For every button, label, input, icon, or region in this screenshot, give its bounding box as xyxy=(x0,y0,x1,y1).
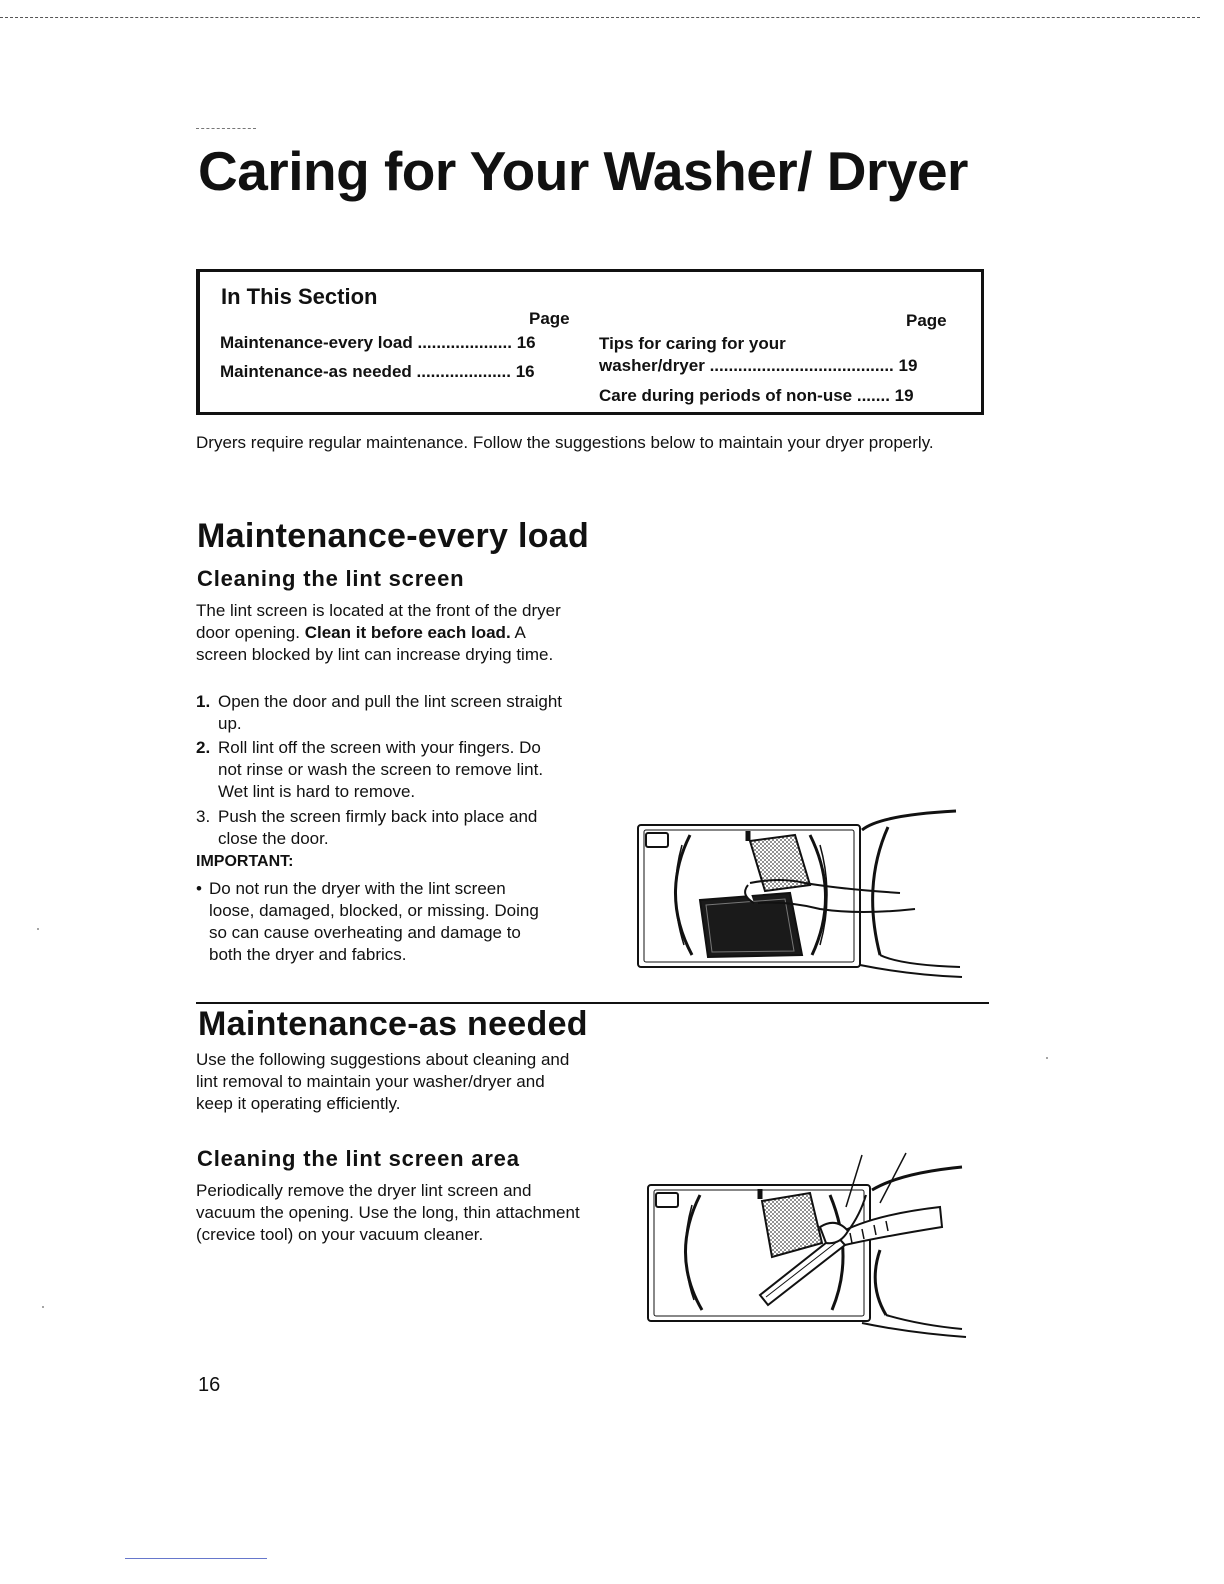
toc-entry-dots: ....... xyxy=(856,386,890,405)
subheading-lint-screen: Cleaning the lint screen xyxy=(197,566,465,591)
intro-text-cont: A screen blocked by lint can increase drying time. xyxy=(196,623,554,664)
intro-paragraph: Dryers require regular maintenance. Follow the suggestions below to maintain your dryer properly. xyxy=(196,433,934,452)
scan-speck xyxy=(1046,1057,1048,1059)
lint-screen-illustration xyxy=(630,805,970,980)
toc-entry-as-needed[interactable] xyxy=(220,362,535,382)
toc-page-label-right: Page xyxy=(906,311,947,330)
toc-entry-page: 16 xyxy=(515,362,535,381)
intro-bold-text: Clean it before each load. xyxy=(304,623,511,642)
toc-entry-dots: .................... xyxy=(417,333,512,352)
scan-speck xyxy=(37,928,39,930)
step-number: 1. xyxy=(196,692,211,711)
toc-page-label-left: Page xyxy=(529,309,570,328)
toc-entry-label-cont: washer/dryer xyxy=(599,356,705,375)
toc-heading: In This Section xyxy=(221,284,378,309)
toc-entry-dots: ....................................... xyxy=(709,356,894,375)
toc-entry-dots: .................... xyxy=(416,362,511,381)
toc-entry-label: Maintenance-every load xyxy=(220,333,413,352)
toc-entry-page: 16 xyxy=(516,333,536,352)
lint-screen-area-text: Periodically remove the dryer lint screen and vacuum the opening. Use the long, thin attachment (crevice tool) on your vacuum cleaner. xyxy=(196,1181,580,1244)
toc-entry-page: 19 xyxy=(898,356,918,375)
intro-text: The lint screen is located at the front of the dryer door opening. xyxy=(196,601,561,642)
as-needed-intro: Use the following suggestions about cleaning and lint removal to maintain your washer/dryer and keep it operating efficiently. xyxy=(196,1050,570,1113)
toc-entry-every-load[interactable] xyxy=(220,333,536,353)
page-title: Caring for Your Washer/ Dryer xyxy=(198,140,968,202)
footer-rule xyxy=(125,1558,267,1559)
section-heading-every-load: Maintenance-every load xyxy=(197,517,590,555)
section-divider xyxy=(196,1002,989,1004)
toc-entry-non-use[interactable] xyxy=(599,386,914,406)
lint-screen-intro xyxy=(196,600,571,666)
section-heading-as-needed: Maintenance-as needed xyxy=(198,1005,588,1043)
important-text: Do not run the dryer with the lint screen loose, damaged, blocked, or missing. Doing so can cause overheating and damage to both the dryer and fabrics. xyxy=(209,879,539,964)
bullet: • xyxy=(196,879,202,898)
toc-entry-label: Maintenance-as needed xyxy=(220,362,412,381)
vacuum-illustration xyxy=(640,1145,970,1340)
important-label: IMPORTANT: xyxy=(196,853,294,870)
step-text: Roll lint off the screen with your fingers. Do not rinse or wash the screen to remove lint. Wet lint is hard to remove. xyxy=(218,738,544,801)
step-text: Push the screen firmly back into place and close the door. xyxy=(218,807,538,848)
toc-entry-tips[interactable] xyxy=(599,334,917,376)
step-number: 2. xyxy=(196,738,211,757)
toc-entry-label: Tips for caring for your xyxy=(599,334,786,353)
step-text: Open the door and pull the lint screen straight up. xyxy=(218,692,562,733)
top-rule xyxy=(0,17,1200,18)
scan-speck xyxy=(42,1306,44,1308)
toc-entry-page: 19 xyxy=(894,386,914,405)
step-number: 3. xyxy=(196,807,211,826)
toc-entry-label: Care during periods of non-use xyxy=(599,386,853,405)
subheading-lint-screen-area: Cleaning the lint screen area xyxy=(197,1146,520,1171)
page-number: 16 xyxy=(198,1374,221,1396)
header-dash xyxy=(196,128,256,129)
